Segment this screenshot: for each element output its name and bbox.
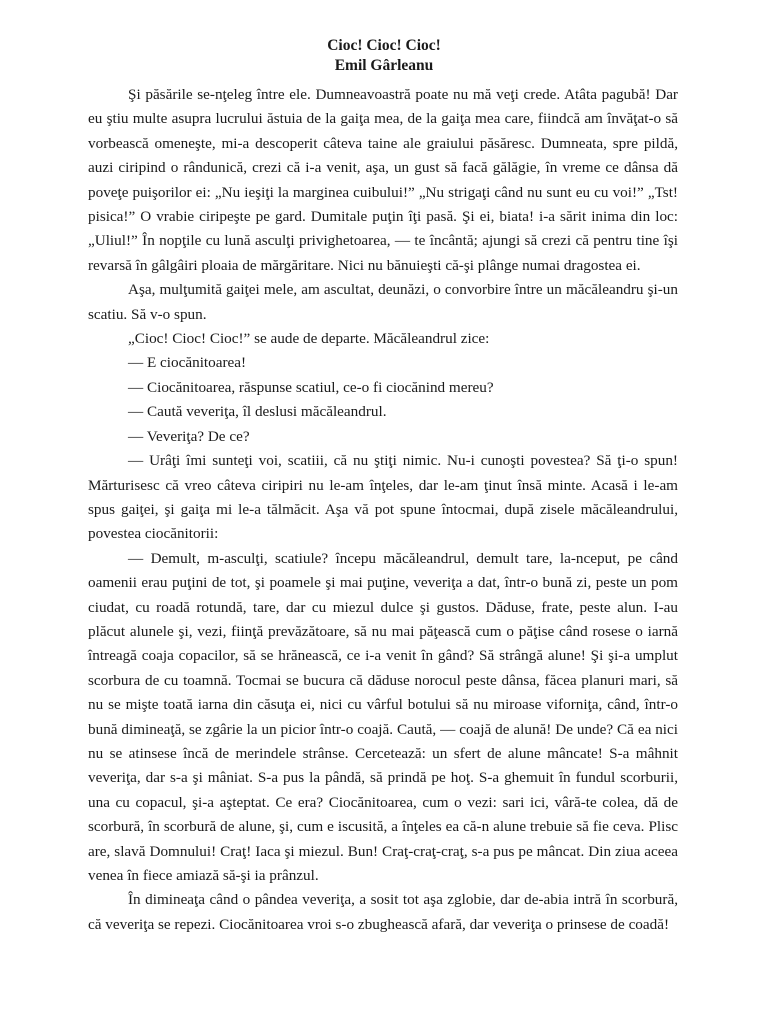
document-header: [0, 36, 768, 76]
story-title: Cioc! Cioc! Cioc!: [327, 37, 441, 54]
dialogue-line: — Veveriţa? De ce?: [128, 427, 250, 445]
dialogue-line: — Demult, m-asculţi, scatiule? începu măcăleandrul, demult tare, la-nceput, pe când oamenii erau puţini de tot, şi poamele şi mai puţine, veveriţa a dat, într-o bună zi, peste un pom ciudat, cu roadă rotundă, tare, dar cu miezul dulce şi gustos. Dăduse, frate, peste alun. I-au plăcut alunele şi, vezi, fiinţă prevăzătoare, să nu mai păţească cum o păţise când rosese o iarnă întreagă coaja copacilor, să se hrănească, ce i-a venit în gând? Să strângă alune! Şi şi-a umplut scorbura de cu toamnă. Tocmai se bucura că dăduse norocul peste dânsa, făcea planuri mari, să nu se mişte toată iarna din căsuţa ei, nici cu vârful botului să nu miroase viforniţa, când, într-o bună dimineaţă, se zgârie la un picior într-o coajă. Caută, — coajă de alună! De unde? Că ea nici nu se atinsese încă de merindele strânse. Cercetează: un sfert de alune mâncate! S-a mâhnit veveriţa, dar s-a şi mâniat. S-a pus la pândă, să prindă pe hoţ. S-a ghemuit în fundul scorburii, una cu copacul, şi-a aşteptat. Ce era? Ciocănitoarea, cum o vezi: sari ici, vâră-te colea, dă de scorbură, în scorbură de alune, şi, cum e iscusită, a înţeles ea că-n alune trebuie să fie ceva. Plisc are, slavă Domnului! Craţ! Iaca şi miezul. Bun! Craţ-craţ-craţ, s-a pus pe mâncat. Din ziua aceea venea în fiece amiază să-şi ia prânzul.: [88, 549, 678, 884]
dialogue-line: — Caută veveriţa, îl deslusi măcăleandrul.: [128, 403, 387, 421]
dialogue-line: — E ciocănitoarea!: [128, 354, 247, 372]
dialogue-line: — Urâţi îmi sunteţi voi, scatiii, că nu ştiţi nimic. Nu-i cunoşti povestea? Să ţi-o spun! Mărturisesc că vreo câteva ciripiri nu le-am înţeles, dar le-am ţinut însă minte. Acasă i le-am spus gaiţei, şi gaiţa mi le-a tălmăcit. Aşa vă pot spune întocmai, după zisele măcăleandrului, povestea ciocănitorii:: [88, 452, 678, 543]
paragraph: „Cioc! Cioc! Cioc!” se aude de departe. Măcăleandrul zice:: [128, 330, 490, 348]
author-name: Emil Gârleanu: [334, 57, 434, 74]
story-body: [88, 83, 678, 937]
dialogue-line: — Ciocănitoarea, răspunse scatiul, ce-o fi ciocănind mereu?: [128, 378, 494, 396]
paragraph: Şi păsările se-nţeleg între ele. Dumneavoastră poate nu mă veţi crede. Atâta pagubă! Dar eu ştiu multe asupra lucrului ăstuia de la gaiţa mea, de la gaiţa mea care, fiindcă am învăţat-o să vorbească omeneşte, mi-a descoperit câteva taine ale graiului păsăresc. Dumneata, spre pildă, auzi ciripind o rândunică, crezi că i-a venit, aşa, un gust să facă gălăgie, în vreme ce dânsa dă poveţe puişorilor ei: „Nu ieşiţi la marginea cuibului!” „Nu strigaţi când nu sunt eu cu voi!” „Tst! pisica!” O vrabie ciripeşte pe gard. Dumitale puţin îţi pasă. Şi ei, biata! i-a sărit inima din loc: „Uliul!” În nopţile cu lună asculţi privighetoarea, — te încântă; ajungi să crezi că pentru tine îşi revarsă în gâlgâiri ploaia de mărgăritare. Nici nu bănuieşti că-şi plânge numai dragostea ei.: [88, 86, 678, 274]
paragraph: În dimineaţa când o pândea veveriţa, a sosit tot aşa zglobie, dar de-abia intră în scorbură, că veveriţa se repezi. Ciocănitoarea vroi s-o zbughească afară, dar veveriţa o prinsese de coadă!: [88, 891, 678, 933]
paragraph: Aşa, mulţumită gaiţei mele, am ascultat, deunăzi, o convorbire între un măcăleandru şi-un scatiu. Să v-o spun.: [88, 281, 678, 323]
